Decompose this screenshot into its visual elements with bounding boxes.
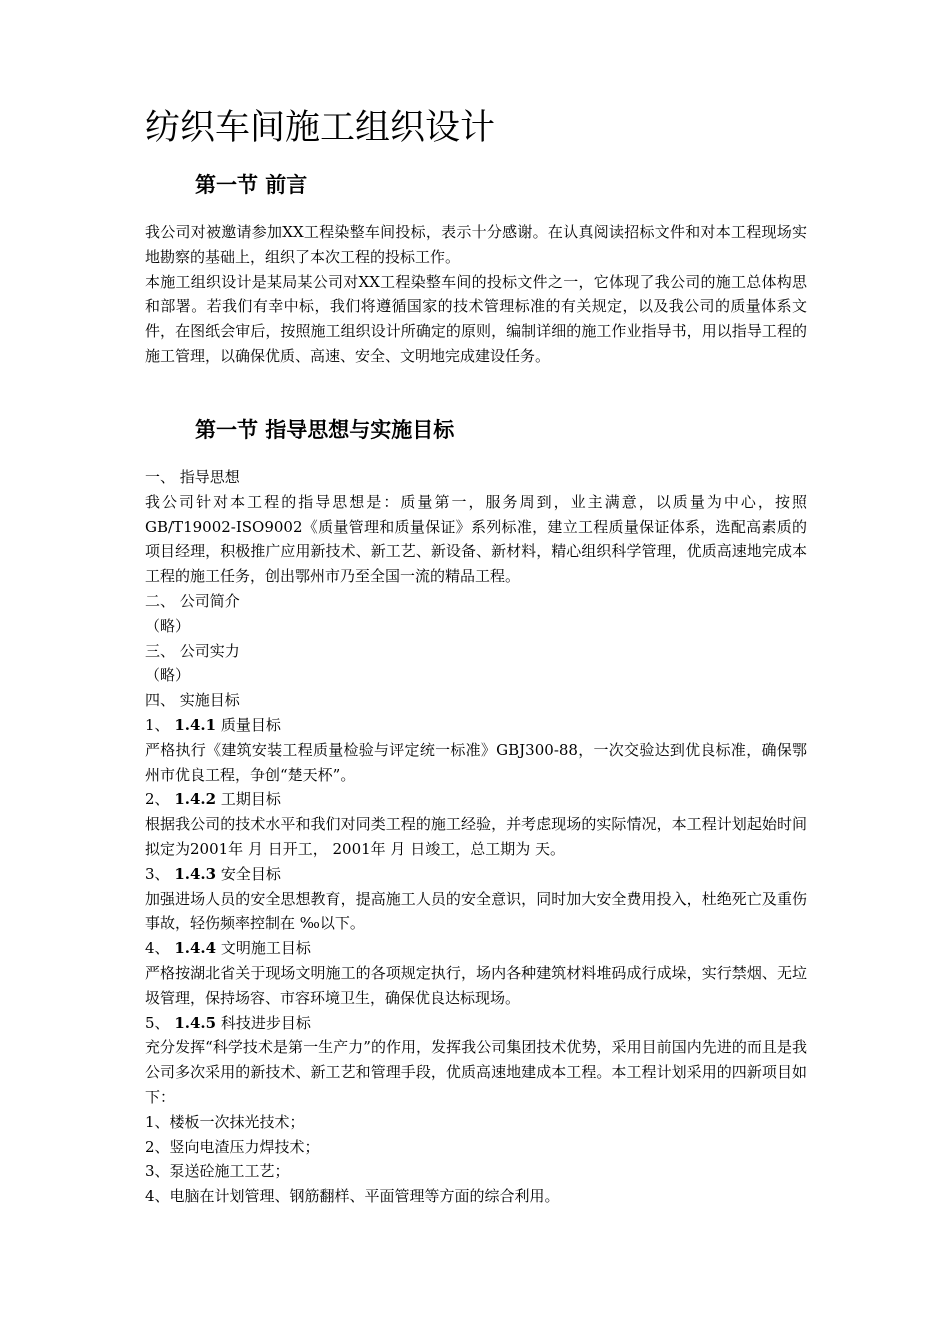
paragraph: 严格执行《建筑安装工程质量检验与评定统一标准》GBJ300-88，一次交验达到优良标准，确保鄂州市优良工程，争创“楚天杯”。 xyxy=(145,740,807,784)
paragraph: 根据我公司的技术水平和我们对同类工程的施工经验，并考虑现场的实际情况，本工程计划起始时间拟定为2001年 月 日开工， 2001年 月 日竣工，总工期为 天。 xyxy=(145,815,807,858)
goal-number: 1.4.2 xyxy=(174,790,217,809)
goal-heading xyxy=(145,936,807,961)
goal-heading xyxy=(145,713,807,738)
list-heading: 四、 实施目标 xyxy=(145,691,240,710)
paragraph: （略） xyxy=(145,616,191,635)
goal-prefix: 4、 xyxy=(145,939,175,958)
paragraph: 我公司对被邀请参加XX工程染整车间投标，表示十分感谢。在认真阅读招标文件和对本工程现场实地勘察的基础上，组织了本次工程的投标工作。 xyxy=(145,223,807,266)
paragraph: 严格按湖北省关于现场文明施工的各项规定执行，场内各种建筑材料堆码成行成垛，实行禁烟、无垃圾管理，保持场容、市容环境卫生，确保优良达标现场。 xyxy=(145,963,807,1007)
goal-name: 科技进步目标 xyxy=(216,1013,311,1032)
paragraph: 充分发挥“科学技术是第一生产力”的作用，发挥我公司集团技术优势，采用目前国内先进的而且是我公司多次采用的新技术、新工艺和管理手段，优质高速地建成本工程。本工程计划采用的四新项目如下： xyxy=(145,1038,807,1106)
goal-number: 1.4.3 xyxy=(174,864,217,883)
list-heading: 三、 公司实力 xyxy=(145,641,240,660)
paragraph: （略） xyxy=(145,666,191,685)
goal-name: 工期目标 xyxy=(216,790,281,809)
paragraph: 我公司针对本工程的指导思想是：质量第一，服务周到，业主满意，以质量为中心，按照GB/T19002-ISO9002《质量管理和质量保证》系列标准，建立工程质量保证体系，选配高素质的项目经理，积极推广应用新技术、新工艺、新设备、新材料，精心组织科学管理，优质高速地完成本工程的施工任务，创出鄂州市乃至全国一流的精品工程。 xyxy=(145,492,807,586)
paragraph: 加强进场人员的安全思想教育，提高施工人员的安全意识，同时加大安全费用投入，杜绝死亡及重伤事故，轻伤频率控制在 ‰以下。 xyxy=(145,889,807,933)
document-title: 纺织车间施工组织设计 xyxy=(145,108,496,148)
goal-name: 质量目标 xyxy=(216,715,281,734)
goal-name: 安全目标 xyxy=(216,864,281,883)
goal-prefix: 2、 xyxy=(145,790,175,809)
goal-heading xyxy=(145,862,807,887)
goal-number: 1.4.1 xyxy=(174,715,217,734)
goal-prefix: 5、 xyxy=(145,1013,175,1032)
preface-body xyxy=(145,220,807,369)
list-item: 4、电脑在计划管理、钢筋翻样、平面管理等方面的综合利用。 xyxy=(145,1187,560,1206)
section-heading-preface: 第一节 前言 xyxy=(195,173,308,197)
goal-prefix: 3、 xyxy=(145,864,175,883)
paragraph: 本施工组织设计是某局某公司对XX工程染整车间的投标文件之一，它体现了我公司的施工总体构思和部署。若我们有幸中标，我们将遵循国家的技术管理标准的有关规定，以及我公司的质量体系文件，在图纸会审后，按照施工组织设计所确定的原则，编制详细的施工作业指导书，用以指导工程的施工管理，以确保优质、高速、安全、文明地完成建设任务。 xyxy=(145,272,807,365)
list-heading: 一、 指导思想 xyxy=(145,468,240,486)
guidance-body xyxy=(145,465,807,1209)
list-heading: 二、 公司简介 xyxy=(145,591,240,610)
list-item: 3、泵送砼施工工艺； xyxy=(145,1162,290,1181)
list-item: 1、楼板一次抹光技术； xyxy=(145,1112,305,1131)
goal-heading xyxy=(145,787,807,812)
goal-name: 文明施工目标 xyxy=(216,939,311,958)
goal-number: 1.4.5 xyxy=(174,1013,217,1032)
goal-number: 1.4.4 xyxy=(174,939,217,958)
goal-heading xyxy=(145,1011,807,1036)
goal-prefix: 1、 xyxy=(145,715,175,734)
list-item: 2、竖向电渣压力焊技术； xyxy=(145,1137,320,1156)
section-heading-guidance: 第一节 指导思想与实施目标 xyxy=(195,418,455,442)
